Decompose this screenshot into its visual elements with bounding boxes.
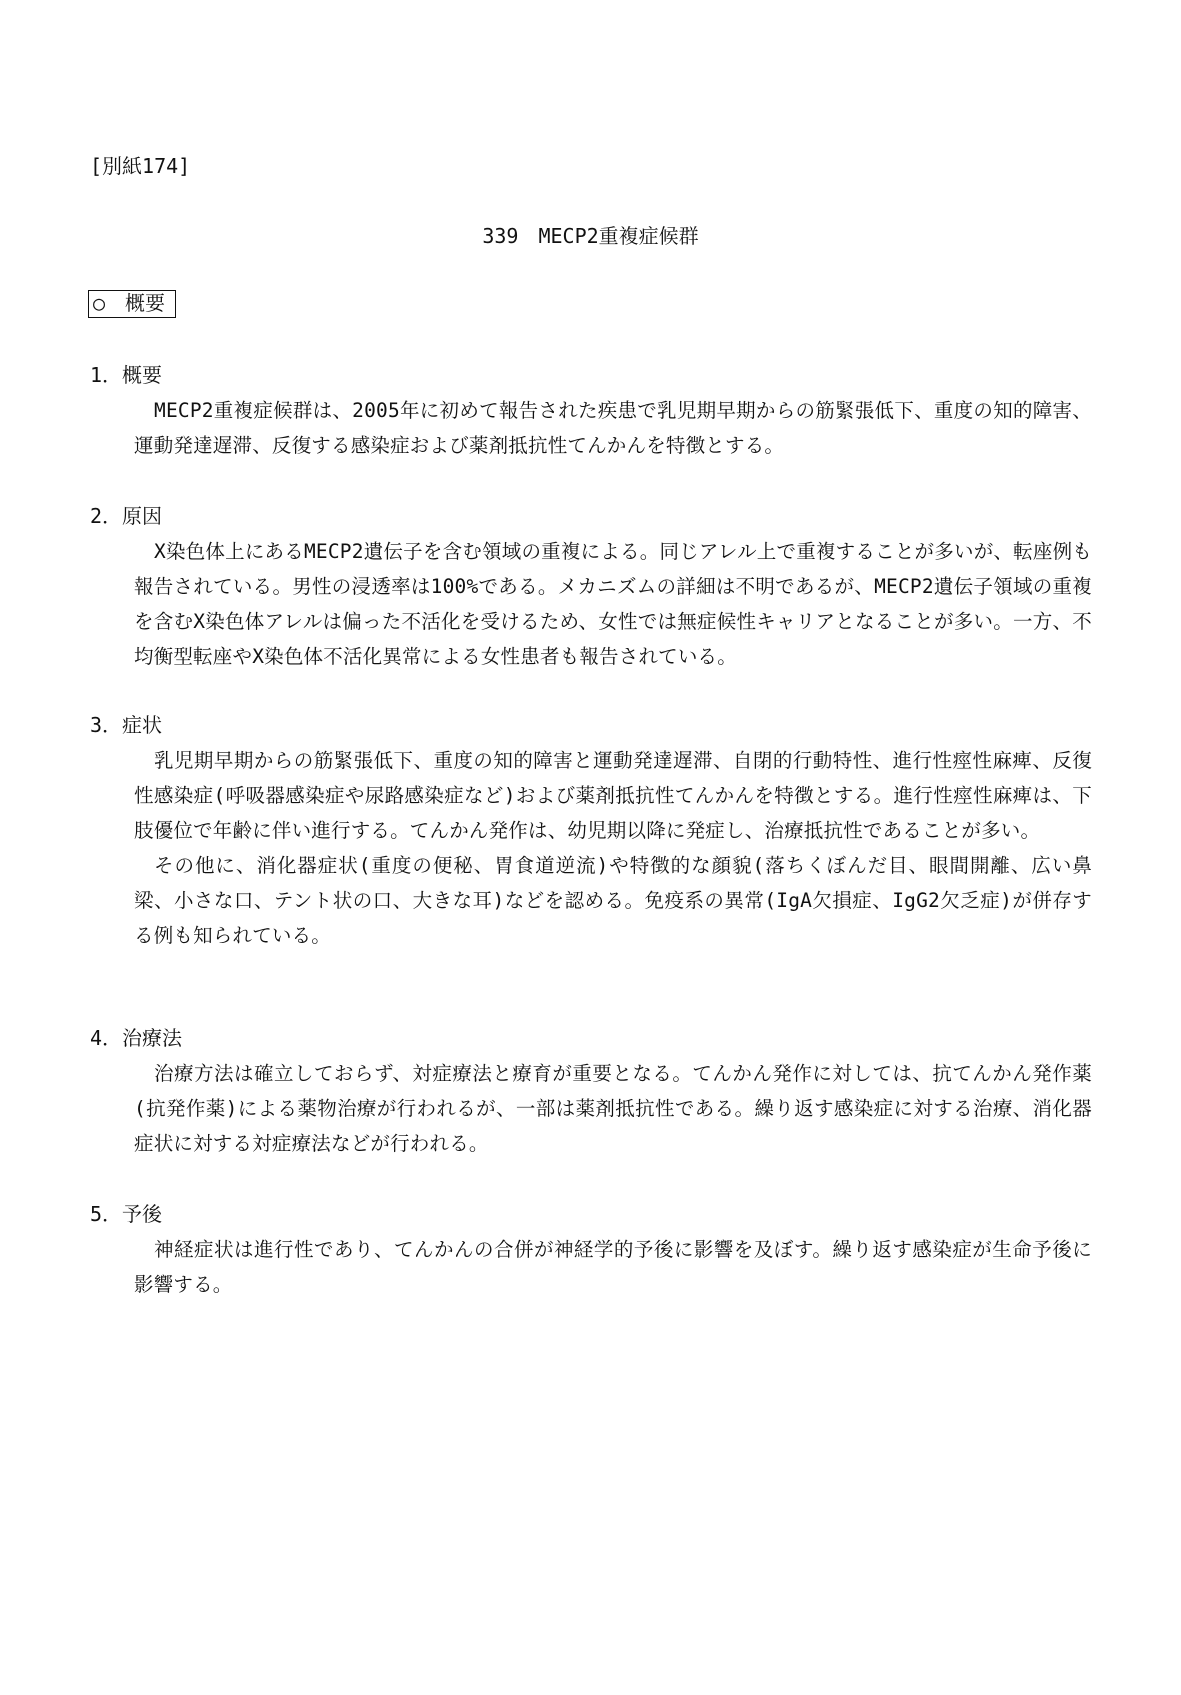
section-overview	[90, 362, 1090, 463]
overview-box: ○ 概要	[88, 290, 176, 318]
section-heading: 3．症状	[90, 713, 163, 737]
section-body	[134, 743, 1092, 953]
section-treatment	[90, 1025, 1090, 1161]
paragraph: MECP2重複症候群は、2005年に初めて報告された疾患で乳児期早期からの筋緊張低下、重度の知的障害、運動発達遅滞、反復する感染症および薬剤抵抗性てんかんを特徴とする。	[134, 399, 1092, 457]
section-heading: 5．予後	[90, 1202, 163, 1226]
paragraph: 乳児期早期からの筋緊張低下、重度の知的障害と運動発達遅滞、自閉的行動特性、進行性痙性麻痺、反復性感染症(呼吸器感染症や尿路感染症など)および薬剤抵抗性てんかんを特徴とする。進行性痙性麻痺は、下肢優位で年齢に伴い進行する。てんかん発作は、幼児期以降に発症し、治療抵抗性であることが多い。	[134, 749, 1092, 842]
section-body	[134, 1232, 1092, 1302]
paragraph: 治療方法は確立しておらず、対症療法と療育が重要となる。てんかん発作に対しては、抗てんかん発作薬(抗発作薬)による薬物治療が行われるが、一部は薬剤抵抗性である。繰り返す感染症に対する治療、消化器症状に対する対症療法などが行われる。	[134, 1062, 1092, 1155]
section-heading: 4．治療法	[90, 1026, 183, 1050]
section-prognosis	[90, 1201, 1090, 1302]
section-symptoms	[90, 712, 1090, 953]
section-heading: 2．原因	[90, 504, 163, 528]
section-heading: 1．概要	[90, 363, 163, 387]
attachment-number: [別紙174]	[90, 154, 191, 178]
section-body	[134, 393, 1092, 463]
section-body	[134, 1056, 1092, 1161]
section-cause	[90, 503, 1090, 674]
paragraph: その他に、消化器症状(重度の便秘、胃食道逆流)や特徴的な顔貌(落ちくぼんだ目、眼間開離、広い鼻梁、小さな口、テント状の口、大きな耳)などを認める。免疫系の異常(IgA欠損症、IgG2欠乏症)が併存する例も知られている。	[134, 854, 1092, 947]
section-body	[134, 534, 1092, 674]
paragraph: X染色体上にあるMECP2遺伝子を含む領域の重複による。同じアレル上で重複することが多いが、転座例も報告されている。男性の浸透率は100%である。メカニズムの詳細は不明であるが、MECP2遺伝子領域の重複を含むX染色体アレルは偏った不活化を受けるため、女性では無症候性キャリアとなることが多い。一方、不均衡型転座やX染色体不活化異常による女性患者も報告されている。	[134, 540, 1092, 668]
document-title: 339 MECP2重複症候群	[482, 224, 699, 248]
paragraph: 神経症状は進行性であり、てんかんの合併が神経学的予後に影響を及ぼす。繰り返す感染症が生命予後に影響する。	[134, 1238, 1092, 1296]
